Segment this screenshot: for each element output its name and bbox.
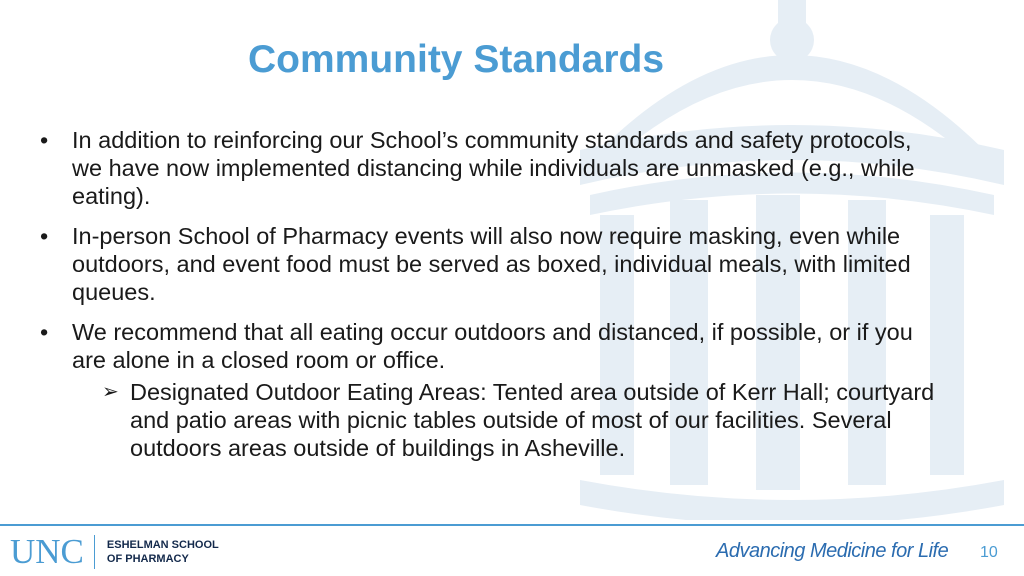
school-name-line1: ESHELMAN SCHOOL [106, 539, 219, 551]
bullet-text: In addition to reinforcing our School’s community standards and safety protocols, we have now implemented distancing while individuals are unmasked (e.g., while eating). [72, 127, 915, 209]
bullet-list [40, 126, 940, 462]
bullet-item [40, 222, 940, 306]
sub-bullet-text: Designated Outdoor Eating Areas: Tented area outside of Kerr Hall; courtyard and patio areas with picnic tables outside of most of our facilities. Several outdoors areas outside of buildings in Asheville. [130, 379, 935, 461]
bullet-dot: • [40, 127, 49, 153]
bullet-dot: • [40, 223, 49, 249]
bullet-text: We recommend that all eating occur outdoors and distanced, if possible, or if you are alone in a closed room or office. [72, 319, 913, 373]
school-name [107, 538, 219, 566]
page-number: 10 [980, 544, 998, 561]
footer-divider [0, 524, 1024, 526]
bullet-dot: • [40, 319, 49, 345]
bullet-item [40, 126, 940, 210]
arrow-bullet-icon: ➢ [102, 381, 119, 403]
bullet-text: In-person School of Pharmacy events will also now require masking, even while outdoors, and event food must be served as boxed, individual meals, with limited queues. [72, 223, 911, 305]
logo-unc-text: UNC [10, 532, 84, 571]
school-name-line2: OF PHARMACY [106, 553, 189, 565]
logo-separator [94, 535, 95, 569]
bullet-item [40, 318, 940, 374]
tagline: Advancing Medicine for Life [716, 540, 949, 562]
sub-bullet-item [102, 378, 940, 462]
unc-logo [10, 532, 219, 572]
slide-title: Community Standards [248, 38, 665, 81]
